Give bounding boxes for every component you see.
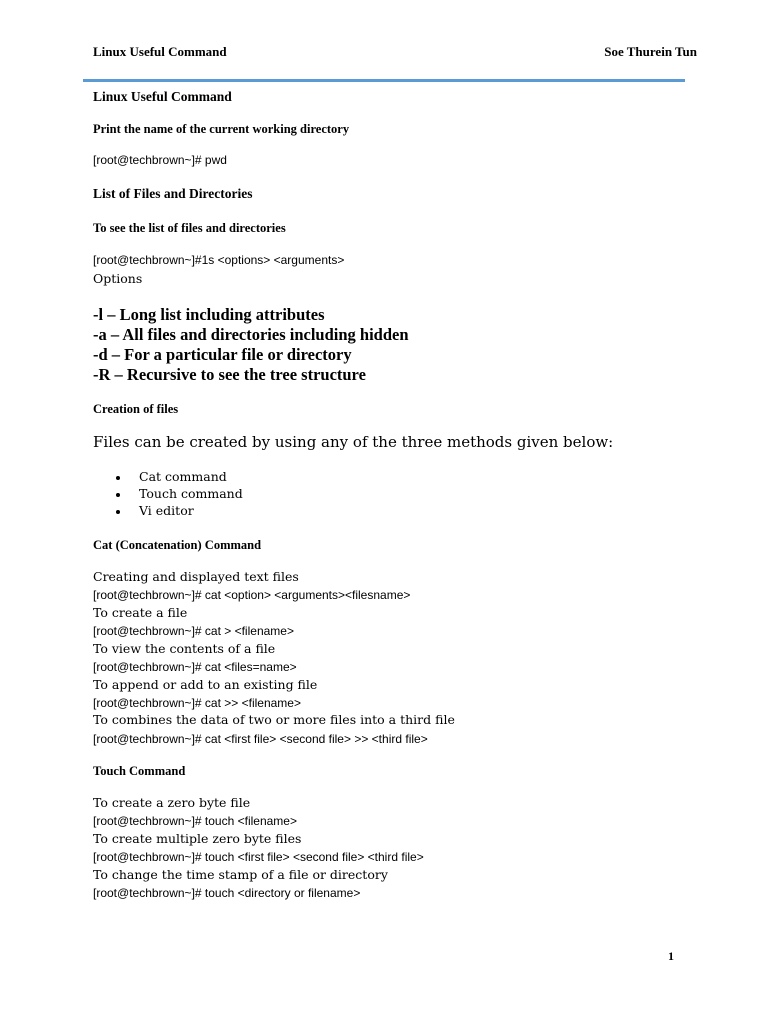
cat-command: [root@techbrown~]# cat > <filename>: [93, 624, 294, 638]
document-title: Linux Useful Command: [93, 89, 232, 104]
creation-intro: Files can be created by using any of the three methods given below:: [93, 433, 614, 451]
option-item: -l – Long list including attributes: [93, 305, 325, 324]
bullet-icon: [116, 493, 120, 497]
cat-command: [root@techbrown~]# cat >> <filename>: [93, 696, 301, 710]
header-title: Linux Useful Command: [93, 44, 227, 59]
method-item: Touch command: [139, 486, 243, 501]
method-item: Vi editor: [139, 503, 194, 518]
bullet-icon: [116, 476, 120, 480]
cat-description: To create a file: [93, 605, 188, 620]
header-author: Soe Thurein Tun: [604, 44, 697, 59]
touch-description: To create multiple zero byte files: [93, 831, 302, 846]
pwd-command: [root@techbrown~]# pwd: [93, 153, 227, 167]
cat-description: To view the contents of a file: [93, 641, 276, 656]
header-divider: [83, 79, 685, 82]
cat-description: To combines the data of two or more files into a third file: [93, 712, 455, 727]
options-label: Options: [93, 271, 143, 286]
cat-heading: Cat (Concatenation) Command: [93, 538, 262, 552]
pwd-heading: Print the name of the current working directory: [93, 122, 350, 136]
method-item: Cat command: [139, 469, 227, 484]
option-item: -d – For a particular file or directory: [93, 345, 352, 364]
cat-command: [root@techbrown~]# cat <first file> <second file> >> <third file>: [93, 732, 428, 746]
bullet-icon: [116, 510, 120, 514]
touch-command: [root@techbrown~]# touch <filename>: [93, 814, 297, 828]
cat-description: Creating and displayed text files: [93, 569, 299, 584]
option-item: -a – All files and directories including hidden: [93, 325, 409, 344]
option-item: -R – Recursive to see the tree structure: [93, 365, 366, 384]
list-subheading: To see the list of files and directories: [93, 221, 286, 235]
touch-description: To create a zero byte file: [93, 795, 251, 810]
page-number: 1: [668, 949, 674, 963]
touch-command: [root@techbrown~]# touch <first file> <second file> <third file>: [93, 850, 424, 864]
cat-command: [root@techbrown~]# cat <option> <arguments><filesname>: [93, 588, 411, 602]
touch-description: To change the time stamp of a file or directory: [93, 867, 388, 882]
list-heading: List of Files and Directories: [93, 186, 253, 201]
touch-command: [root@techbrown~]# touch <directory or filename>: [93, 886, 361, 900]
touch-heading: Touch Command: [93, 764, 186, 778]
cat-command: [root@techbrown~]# cat <files=name>: [93, 660, 297, 674]
cat-description: To append or add to an existing file: [93, 677, 318, 692]
creation-heading: Creation of files: [93, 402, 179, 416]
ls-command: [root@techbrown~]#1s <options> <arguments>: [93, 253, 345, 267]
